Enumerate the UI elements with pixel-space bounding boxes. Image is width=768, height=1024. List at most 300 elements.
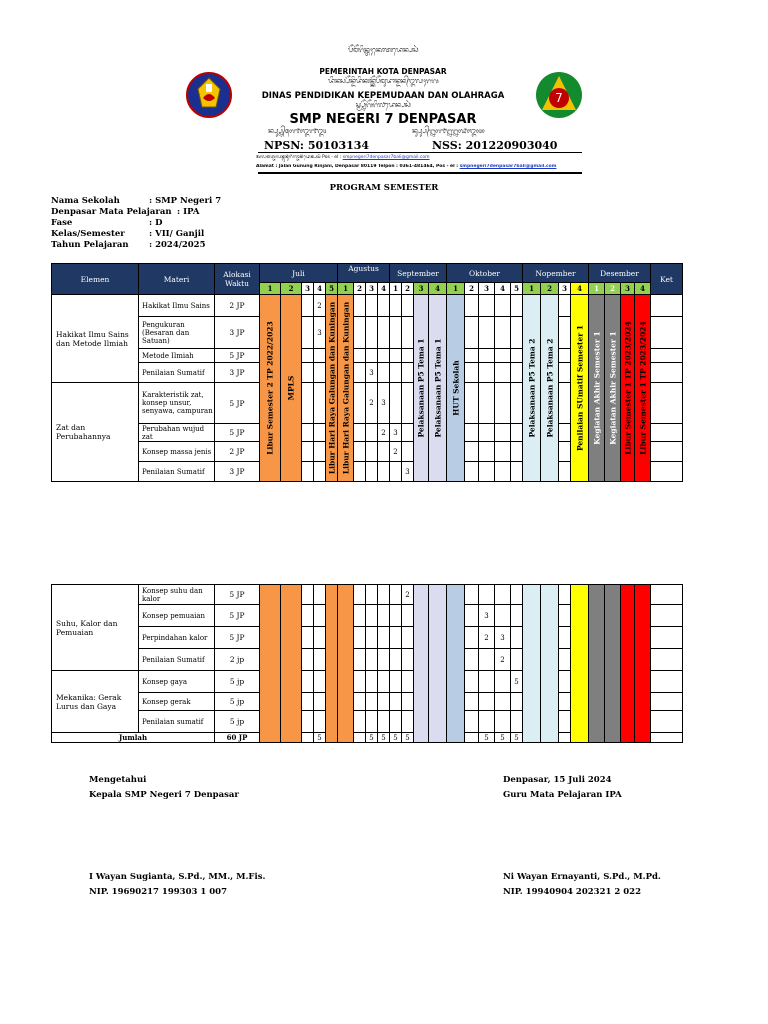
week-cell: 2 [402, 585, 414, 605]
info-key: Tahun Pelajaran [51, 240, 129, 250]
week-cell [354, 442, 366, 462]
week-cell [354, 424, 366, 442]
week-cell [314, 363, 326, 383]
calendar-band [281, 295, 302, 482]
alokasi-cell: 5 JP [215, 424, 260, 442]
week-cell [479, 462, 495, 482]
sig-right-nip: NIP. 19940904 202321 2 022 [503, 887, 641, 897]
week-cell [495, 317, 511, 349]
materi-cell: Perpindahan kalor [139, 627, 215, 649]
week-label: 1 [260, 283, 281, 295]
week-cell [559, 462, 571, 482]
week-cell [479, 424, 495, 442]
sig-left-line1: Mengetahui [89, 775, 147, 785]
week-cell [302, 585, 314, 605]
week-label: 2 [402, 283, 414, 295]
ket-cell [651, 733, 683, 743]
calendar-band [260, 585, 281, 743]
week-cell [402, 349, 414, 363]
calendar-band [447, 295, 465, 482]
jumlah-cell: 5 [402, 733, 414, 743]
week-cell [495, 462, 511, 482]
week-cell [390, 649, 402, 671]
table-row [52, 585, 683, 605]
schedule-table-1 [51, 263, 683, 482]
week-cell [354, 462, 366, 482]
divider [258, 152, 582, 153]
calendar-band-label: Kegiatan Akhir Semester 1 [608, 331, 617, 445]
calendar-band [429, 295, 447, 482]
week-cell [302, 627, 314, 649]
week-cell [366, 317, 378, 349]
letterhead [178, 46, 588, 175]
info-key: Denpasar Mata Pelajaran [51, 207, 172, 217]
calendar-band [414, 295, 429, 482]
week-cell [511, 317, 523, 349]
materi-cell: Karakteristik zat, konsep unsur, senyawa, campuran [139, 383, 215, 424]
week-label: 4 [571, 283, 589, 295]
header-elemen: Elemen [52, 264, 139, 295]
materi-cell: Konsep suhu dan kalor [139, 585, 215, 605]
week-cell [378, 585, 390, 605]
week-cell [465, 363, 479, 383]
jumlah-cell: 5 [390, 733, 402, 743]
week-cell [302, 317, 314, 349]
alokasi-cell: 5 JP [215, 383, 260, 424]
week-cell [302, 693, 314, 711]
week-cell [390, 383, 402, 424]
week-cell [495, 442, 511, 462]
ket-cell [651, 349, 683, 363]
nss: NSS: 201220903040 [432, 139, 558, 152]
calendar-band [523, 295, 541, 482]
week-cell [366, 349, 378, 363]
week-cell [495, 295, 511, 317]
materi-cell: Konsep gerak [139, 693, 215, 711]
week-cell [479, 317, 495, 349]
week-cell [465, 424, 479, 442]
calendar-band [523, 585, 541, 743]
week-cell [378, 671, 390, 693]
week-cell [559, 585, 571, 605]
bali-script-school: ᬲ᭄ᬫ᭄ᬧ᭄ᬦᭂᬕᭂᬭᬶ᭗ᬤᬾᬦ᭄ᬧᬲᬃ [355, 101, 411, 109]
week-label: 3 [366, 283, 378, 295]
materi-cell: Pengukuran (Besaran dan Satuan) [139, 317, 215, 349]
week-label: 3 [479, 283, 495, 295]
week-cell [354, 627, 366, 649]
bali-script-gov: ᬧᭂᬫᭂᬭᬶᬦ᭄ᬢᬄᬓᭀᬢᬤᬾᬦ᭄ᬧᬲᬃ [347, 46, 419, 54]
ket-cell [651, 627, 683, 649]
week-cell: 3 [366, 363, 378, 383]
week-cell: 3 [479, 605, 495, 627]
calendar-band [429, 585, 447, 743]
sig-right-name: Ni Wayan Ernayanti, S.Pd., M.Pd. [503, 872, 661, 882]
calendar-band [447, 585, 465, 743]
week-cell [511, 605, 523, 627]
week-cell [366, 649, 378, 671]
week-cell: 3 [390, 424, 402, 442]
week-cell [511, 627, 523, 649]
alokasi-cell: 2 JP [215, 295, 260, 317]
week-cell [402, 317, 414, 349]
header-month-juli: Juli [260, 264, 338, 283]
week-label: 2 [465, 283, 479, 295]
week-cell [366, 605, 378, 627]
week-cell: 2 [495, 649, 511, 671]
week-cell [559, 442, 571, 462]
week-label: 3 [414, 283, 429, 295]
calendar-band [589, 585, 605, 743]
week-cell [511, 424, 523, 442]
week-cell [495, 711, 511, 733]
week-cell [559, 317, 571, 349]
signature-left-name [89, 870, 265, 900]
jumlah-cell [302, 733, 314, 743]
week-cell [390, 605, 402, 627]
week-cell [495, 383, 511, 424]
week-cell [479, 671, 495, 693]
week-cell [390, 462, 402, 482]
week-cell [302, 424, 314, 442]
calendar-band [541, 295, 559, 482]
week-cell [314, 711, 326, 733]
ket-cell [651, 363, 683, 383]
calendar-band [338, 295, 354, 482]
week-cell [402, 627, 414, 649]
week-cell [465, 349, 479, 363]
week-cell [354, 671, 366, 693]
week-cell [402, 649, 414, 671]
week-cell [302, 383, 314, 424]
week-cell [354, 649, 366, 671]
week-cell [366, 442, 378, 462]
week-cell [402, 295, 414, 317]
alokasi-cell: 5 JP [215, 605, 260, 627]
week-cell [465, 627, 479, 649]
sig-left-name: I Wayan Sugianta, S.Pd., MM., M.Fis. [89, 872, 266, 882]
header-month-agustus: Agustus [338, 264, 390, 283]
week-cell [465, 383, 479, 424]
week-cell [511, 349, 523, 363]
calendar-band-label: Libur Hari Raya Galungan dan Kuningan [327, 301, 336, 475]
week-cell [366, 585, 378, 605]
info-value: : VII/ Ganjil [149, 229, 205, 239]
materi-cell: Penilaian Sumatif [139, 462, 215, 482]
week-cell [314, 693, 326, 711]
elemen-cell: Mekanika: Gerak Lurus dan Gaya [52, 671, 139, 733]
week-cell [302, 649, 314, 671]
week-label: 1 [338, 283, 354, 295]
calendar-band-label: Pelaksanaan P5 Tema 2 [527, 338, 536, 438]
week-cell [354, 363, 366, 383]
week-cell [511, 295, 523, 317]
table-row [52, 295, 683, 317]
jumlah-cell: 5 [314, 733, 326, 743]
week-cell [314, 605, 326, 627]
week-cell [402, 363, 414, 383]
week-cell [314, 585, 326, 605]
week-label: 5 [326, 283, 338, 295]
week-cell [511, 711, 523, 733]
week-cell [559, 671, 571, 693]
week-cell [302, 711, 314, 733]
calendar-band [605, 585, 621, 743]
week-cell [302, 671, 314, 693]
week-label: 1 [447, 283, 465, 295]
week-cell [390, 711, 402, 733]
week-cell: 2 [378, 424, 390, 442]
week-cell [559, 424, 571, 442]
calendar-band-label: Kegiatan Akhir Semester 1 [592, 331, 601, 445]
week-label: 5 [511, 283, 523, 295]
week-cell [390, 671, 402, 693]
sig-right-line2: Guru Mata Pelajaran IPA [503, 790, 622, 800]
week-cell [302, 462, 314, 482]
alokasi-cell: 5 JP [215, 627, 260, 649]
calendar-band [571, 585, 589, 743]
week-cell [378, 711, 390, 733]
ket-cell [651, 649, 683, 671]
week-cell [495, 671, 511, 693]
week-cell [390, 317, 402, 349]
week-cell [465, 711, 479, 733]
week-cell [495, 424, 511, 442]
week-cell: 2 [314, 295, 326, 317]
calendar-band-label: HUT Sekolah [451, 360, 460, 416]
alokasi-cell: 5 jp [215, 693, 260, 711]
calendar-band [621, 295, 635, 482]
schedule-table-2 [51, 584, 683, 743]
week-cell [479, 363, 495, 383]
week-cell [378, 363, 390, 383]
calendar-band-label: MPLS [286, 375, 296, 401]
week-cell [378, 349, 390, 363]
week-cell [465, 585, 479, 605]
ket-cell [651, 671, 683, 693]
week-cell [378, 627, 390, 649]
week-cell [354, 711, 366, 733]
week-cell [559, 295, 571, 317]
info-key: Kelas/Semester [51, 229, 125, 239]
week-cell [511, 363, 523, 383]
week-cell [402, 383, 414, 424]
header-ket: Ket [651, 264, 683, 295]
week-cell [495, 693, 511, 711]
calendar-band [338, 585, 354, 743]
week-cell [354, 295, 366, 317]
ket-cell [651, 605, 683, 627]
week-cell [378, 605, 390, 627]
week-cell [495, 363, 511, 383]
header-month-desember: Desember [589, 264, 651, 283]
jumlah-cell: 5 [366, 733, 378, 743]
city-emblem-icon [186, 72, 232, 118]
week-label: 4 [635, 283, 651, 295]
week-cell [354, 693, 366, 711]
materi-cell: Penilaian sumatif [139, 711, 215, 733]
week-cell [314, 442, 326, 462]
week-cell [511, 649, 523, 671]
week-cell [465, 462, 479, 482]
week-cell [559, 693, 571, 711]
week-cell [402, 693, 414, 711]
week-cell: 3 [402, 462, 414, 482]
alokasi-cell: 3 JP [215, 317, 260, 349]
materi-cell: Metode Ilmiah [139, 349, 215, 363]
signature-right [503, 773, 622, 803]
week-cell [378, 462, 390, 482]
week-cell [314, 349, 326, 363]
calendar-band [541, 585, 559, 743]
calendar-band [414, 585, 429, 743]
week-cell [559, 627, 571, 649]
school-emblem-icon [534, 70, 584, 120]
week-cell [402, 671, 414, 693]
week-cell [302, 349, 314, 363]
week-cell [495, 605, 511, 627]
week-cell [314, 462, 326, 482]
week-cell [354, 605, 366, 627]
calendar-band [621, 585, 635, 743]
week-cell: 2 [366, 383, 378, 424]
week-cell [559, 383, 571, 424]
week-cell [390, 363, 402, 383]
calendar-band-label: Libur Semester 2 TP 2022/2023 [265, 321, 275, 455]
ket-cell [651, 462, 683, 482]
dept-line: DINAS PENDIDIKAN KEPEMUDAAN DAN OLAHRAGA [261, 91, 505, 101]
week-cell: 2 [479, 627, 495, 649]
alokasi-cell: 5 jp [215, 711, 260, 733]
calendar-band [605, 295, 621, 482]
week-cell [402, 424, 414, 442]
calendar-band [635, 295, 651, 482]
bali-script-nss: ᬦ᭄ᬲ᭄ᬲ᭄᭒᭐᭑᭒᭒᭐᭙᭐᭓᭐᭔᭐ [412, 127, 485, 135]
week-cell [302, 605, 314, 627]
week-cell [390, 295, 402, 317]
week-label: 4 [495, 283, 511, 295]
week-cell: 2 [390, 442, 402, 462]
week-cell [366, 671, 378, 693]
week-cell [511, 462, 523, 482]
week-cell [559, 649, 571, 671]
calendar-band [571, 295, 589, 482]
calendar-band [326, 585, 338, 743]
week-cell [314, 649, 326, 671]
week-cell [366, 711, 378, 733]
week-cell [495, 349, 511, 363]
week-cell [302, 442, 314, 462]
week-cell [511, 693, 523, 711]
ket-cell [651, 383, 683, 424]
alokasi-cell: 5 JP [215, 349, 260, 363]
week-cell [511, 585, 523, 605]
week-label: 1 [523, 283, 541, 295]
week-cell [354, 349, 366, 363]
ket-cell [651, 424, 683, 442]
week-label: 4 [429, 283, 447, 295]
week-cell [390, 349, 402, 363]
info-value: : D [149, 218, 163, 228]
week-cell [354, 317, 366, 349]
week-cell [479, 693, 495, 711]
week-cell [511, 442, 523, 462]
elemen-cell: Zat dan Perubahannya [52, 383, 139, 482]
ket-cell [651, 442, 683, 462]
jumlah-cell: 5 [378, 733, 390, 743]
jumlah-cell: 5 [479, 733, 495, 743]
calendar-band [260, 295, 281, 482]
signature-left [89, 773, 239, 803]
materi-cell: Perubahan wujud zat [139, 424, 215, 442]
week-label: 4 [314, 283, 326, 295]
week-cell [479, 295, 495, 317]
calendar-band [589, 295, 605, 482]
week-cell [366, 295, 378, 317]
week-cell: 3 [495, 627, 511, 649]
bali-script-dept: ᬤᬶᬦᬲ᭄ᬧᭂᬦ᭄ᬤᬶᬤᬶᬓᬦ᭄ᬓᭂᬧᭂᬫᬸᬤᬵᬦ᭄ᬤᬦ᭄ᬑᬮᬄᬭᬕ [327, 77, 439, 85]
alokasi-cell: 2 JP [215, 442, 260, 462]
week-cell [314, 424, 326, 442]
materi-cell: Konsep pemuaian [139, 605, 215, 627]
materi-cell: Penilaian Sumatif [139, 649, 215, 671]
calendar-band-label: Pelaksanaan P5 Tema 1 [416, 338, 426, 438]
jumlah-cell [465, 733, 479, 743]
elemen-cell: Suhu, Kalor dan Pemuaian [52, 585, 139, 671]
week-cell [479, 649, 495, 671]
jumlah-label: Jumlah [52, 733, 215, 743]
week-cell [479, 383, 495, 424]
week-cell [402, 711, 414, 733]
npsn: NPSN: 50103134 [264, 139, 370, 152]
materi-cell: Hakikat Ilmu Sains [139, 295, 215, 317]
calendar-band-label: Pelaksanaan P5 Tema 1 [433, 338, 442, 438]
week-cell [479, 442, 495, 462]
week-cell [366, 424, 378, 442]
materi-cell: Penilaian Sumatif [139, 363, 215, 383]
page-title: PROGRAM SEMESTER [329, 183, 439, 193]
week-cell [402, 442, 414, 462]
week-label: 1 [589, 283, 605, 295]
sig-left-line2: Kepala SMP Negeri 7 Denpasar [89, 790, 239, 800]
jumlah-cell: 5 [495, 733, 511, 743]
sig-right-line1: Denpasar, 15 Juli 2024 [503, 775, 612, 785]
calendar-band-label: Penilaian SUmatif Semester 1 [575, 324, 584, 452]
info-key: Nama Sekolah [51, 196, 120, 206]
bali-address: ᬅᬮᬫᬢ᭄ᬚᬮᬦ᭄ᬕᬸᬦᬸᬂᬭᬶᬜ᭄ᬚᬦᬶᬤᬾᬦ᭄ᬧᬲᬃ Pos - el : smpnegeri7denpasar7bali@gmail.com [256, 155, 430, 160]
address: Alamat : Jalan Gunung Rinjani, Denpasar 80119 Telpon : 0361-481464, Pos - el : smpnegeri7denpasar7bali@gmail.com [256, 164, 557, 169]
calendar-band-label: Libur Semester 1 TP 2023/2024 [638, 321, 647, 455]
info-key: Fase [51, 218, 73, 228]
week-label: 3 [559, 283, 571, 295]
jumlah-cell [354, 733, 366, 743]
week-cell [390, 693, 402, 711]
week-label: 2 [354, 283, 366, 295]
week-cell [465, 605, 479, 627]
svg-text:7: 7 [555, 91, 563, 105]
ket-cell [651, 693, 683, 711]
week-cell [479, 711, 495, 733]
calendar-band [326, 295, 338, 482]
calendar-band [635, 585, 651, 743]
week-cell [479, 585, 495, 605]
week-cell [465, 693, 479, 711]
header-month-oktober: Oktober [447, 264, 523, 283]
week-cell [559, 605, 571, 627]
calendar-band [281, 585, 302, 743]
week-cell [378, 649, 390, 671]
week-cell [366, 627, 378, 649]
alokasi-cell: 5 JP [215, 585, 260, 605]
